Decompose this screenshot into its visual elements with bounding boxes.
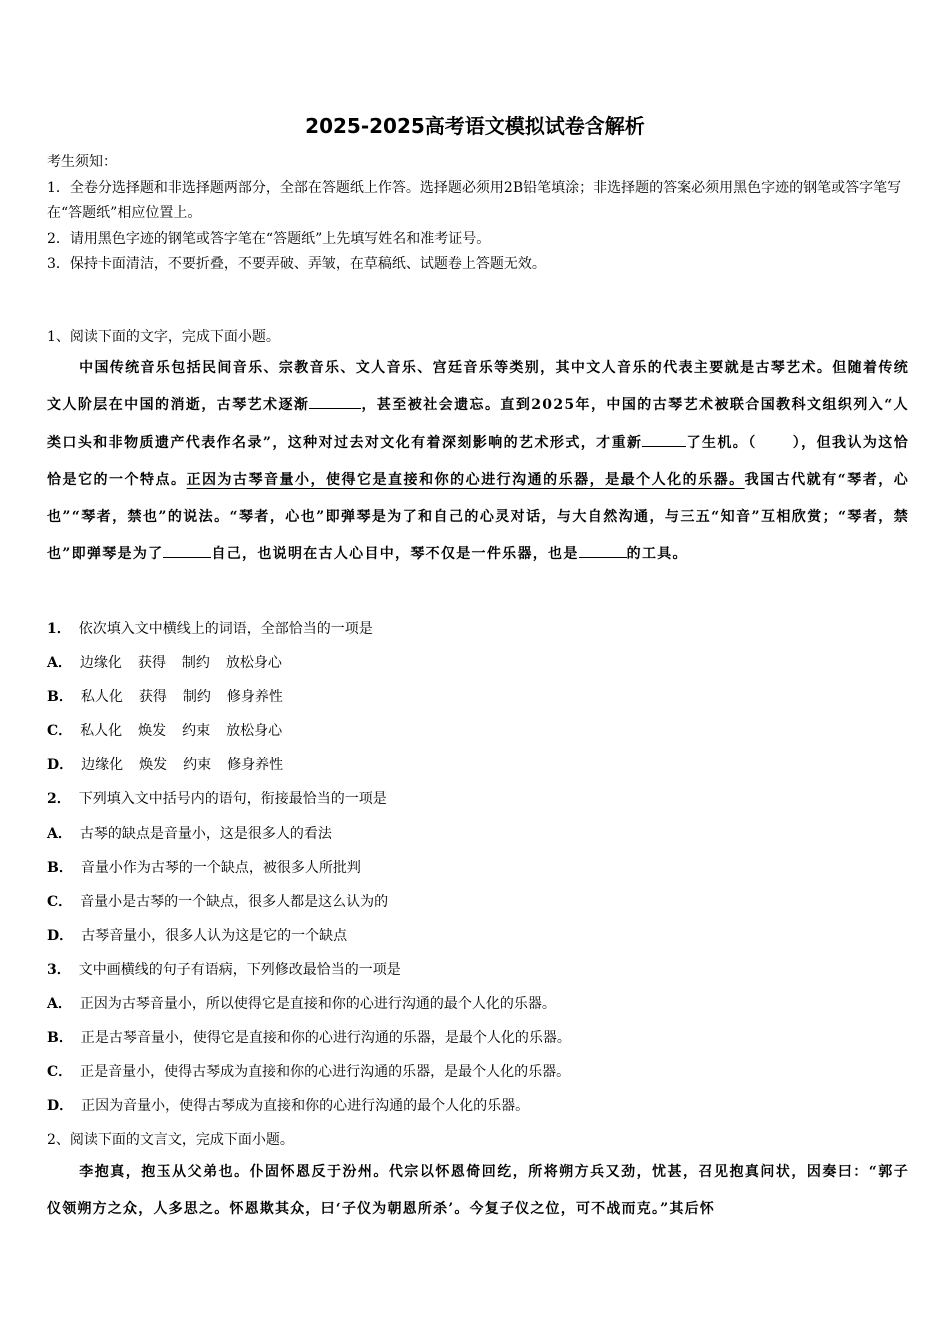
passage-text: 中国传统音乐包括民间音乐、宗教音乐、文人音乐、宫廷音乐等类别，其中文人音乐的代表主要就是古琴艺术。但随着传统文人阶层在中国的消逝，古琴艺术逐渐 bbox=[47, 360, 909, 414]
notice-item: 3．保持卡面清洁，不要折叠，不要弄破、弄皱，在草稿纸、试题卷上答题无效。 bbox=[47, 256, 546, 272]
question-list bbox=[47, 612, 907, 1158]
question-stem: 2． 下列填入文中括号内的语句，衔接最恰当的一项是 bbox=[47, 791, 387, 808]
option-d[interactable]: D． 正因为音量小，使得古琴成为直接和你的心进行沟通的最个人化的乐器。 bbox=[47, 1098, 530, 1115]
section1-heading: 1、阅读下面的文字，完成下面小题。 bbox=[47, 329, 280, 345]
underlined-sentence: 正因为古琴音量小，使得它是直接和你的心进行沟通的乐器，是最个人化的乐器。 bbox=[186, 471, 745, 488]
option-c[interactable]: C． 正是音量小，使得古琴成为直接和你的心进行沟通的乐器，是最个人化的乐器。 bbox=[47, 1064, 571, 1081]
option-c[interactable]: C． 音量小是古琴的一个缺点，很多人都是这么认为的 bbox=[47, 893, 389, 910]
option-d[interactable]: D． 边缘化 焕发 约束 修身养性 bbox=[47, 757, 284, 774]
option-b[interactable]: B． 私人化 获得 制约 修身养性 bbox=[47, 689, 283, 706]
fill-blank bbox=[642, 432, 686, 447]
question-stem: 3． 文中画横线的句子有语病，下列修改最恰当的一项是 bbox=[47, 961, 401, 978]
question-stem: 1． 依次填入文中横线上的词语，全部恰当的一项是 bbox=[47, 621, 373, 637]
page-title: 2025-2025高考语文模拟试卷含解析 bbox=[305, 114, 645, 138]
option-d[interactable]: D． 古琴音量小，很多人认为这是它的一个缺点 bbox=[47, 927, 348, 944]
option-a[interactable]: A． 边缘化 获得 制约 放松身心 bbox=[47, 655, 282, 672]
candidate-notice bbox=[47, 150, 907, 278]
passage-text: 的工具。 bbox=[626, 546, 688, 563]
passage-text: 李抱真，抱玉从父弟也。仆固怀恩反于汾州。代宗以怀恩倚回纥，所将朔方兵又劲，忧甚，召见抱真问状，因奏曰：“郭子仪领朔方之众，人多思之。怀恩欺其众，曰‘子仪为朝恩所杀’。今复子仪之位，可不战而克。”其后怀 bbox=[47, 1164, 909, 1217]
reading-passage bbox=[47, 350, 909, 574]
notice-item: 2．请用黑色字迹的钢笔或答字笔在“答题纸”上先填写姓名和准考证号。 bbox=[47, 230, 491, 247]
option-a[interactable]: A． 正因为古琴音量小，所以使得它是直接和你的心进行沟通的最个人化的乐器。 bbox=[47, 996, 556, 1013]
passage-text: 我国古代就有“琴者，心也”“琴者，禁也”的说法。“琴者，心也”即弹琴是为了和自己的心灵对话，与大自然沟通，与三五“知音”互相欣赏；“琴者，禁也”即弹琴是为了 bbox=[47, 471, 909, 563]
option-a[interactable]: A． 古琴的缺点是音量小，这是很多人的看法 bbox=[47, 825, 332, 842]
fill-blank bbox=[309, 394, 361, 409]
passage-text: 了生机。（ bbox=[686, 434, 757, 451]
option-b[interactable]: B． 正是古琴音量小，使得它是直接和你的心进行沟通的乐器，是最个人化的乐器。 bbox=[47, 1030, 571, 1047]
fill-blank bbox=[163, 543, 211, 558]
passage-text: 自己，也说明在古人心目中，琴不仅是一件乐器，也是 bbox=[211, 546, 579, 563]
passage-text: ，甚至被社会遗忘。直到2025年，中国的古琴艺术被联合国教科文组织列入“人类口头和非物质遗产代表作名录”，这种对过去对文化有着深刻影响的艺术形式，才重新 bbox=[47, 397, 909, 451]
fill-blank bbox=[579, 543, 627, 558]
option-c[interactable]: C． 私人化 焕发 约束 放松身心 bbox=[47, 723, 283, 740]
passage-text: ），但我认为这恰恰是它的一个特点。 bbox=[47, 434, 909, 488]
option-b[interactable]: B． 音量小作为古琴的一个缺点，被很多人所批判 bbox=[47, 859, 361, 876]
notice-heading: 考生须知： bbox=[47, 154, 117, 170]
notice-item: 1．全卷分选择题和非选择题两部分，全部在答题纸上作答。选择题必须用2B铅笔填涂；非选择题的答案必须用黑色字迹的钢笔或答字笔写在“答题纸”相应位置上。 bbox=[47, 179, 902, 221]
classical-chinese-passage bbox=[47, 1154, 909, 1228]
section2-heading: 2、阅读下面的文言文，完成下面小题。 bbox=[47, 1132, 294, 1149]
